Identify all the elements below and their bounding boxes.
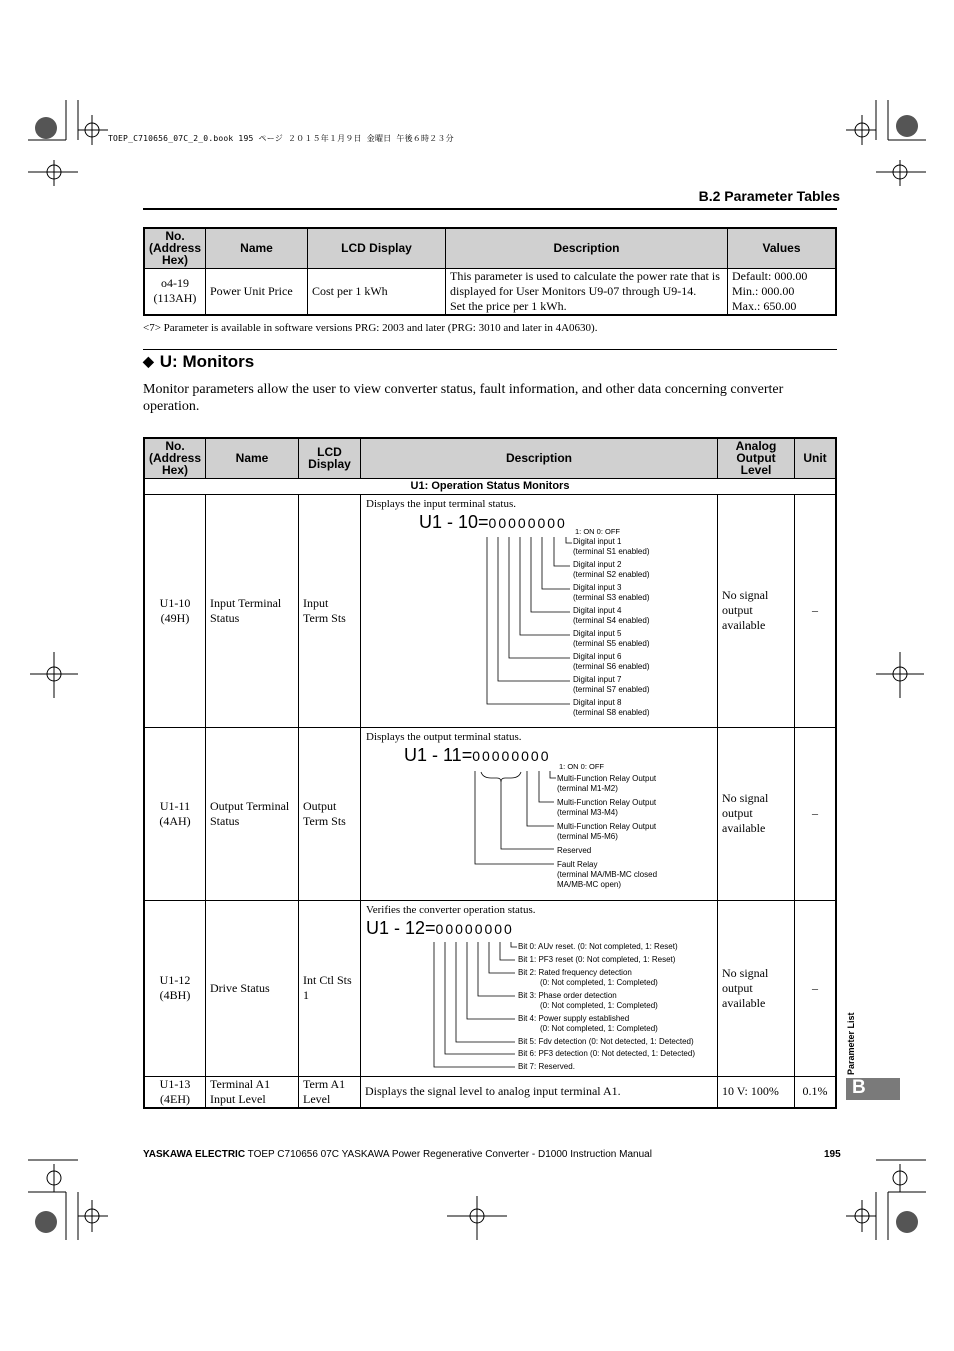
monitor-code: U1 - 10=00000000	[419, 511, 567, 532]
param-unit: –	[795, 727, 837, 900]
diamond-bullet-icon: ◆	[143, 353, 154, 369]
bit-label: Reserved	[557, 845, 592, 855]
monitors-heading: ◆ U: Monitors	[143, 352, 255, 371]
param-values: Default: 000.00 Min.: 000.00 Max.: 650.00	[728, 268, 837, 315]
param-analog: No signal output available	[718, 494, 795, 727]
param-description	[361, 900, 718, 1076]
param-no: U1-13 (4EH)	[144, 1076, 206, 1108]
param-description: Displays the signal level to analog input terminal A1.	[361, 1076, 718, 1108]
col-header-no: No. (Address Hex)	[144, 228, 206, 268]
col-header-lcd: LCD Display	[308, 228, 446, 268]
param-unit: 0.1%	[795, 1076, 837, 1108]
col-header-description: Description	[446, 228, 728, 268]
param-name: Input Terminal Status	[206, 494, 299, 727]
bit-label: Fault Relay (terminal MA/MB-MC closed MA/MB-MC open)	[557, 859, 658, 889]
bit-label: Digital input 1 (terminal S1 enabled)	[573, 536, 650, 556]
param-description	[361, 494, 718, 727]
intro-paragraph: Monitor parameters allow the user to view converter status, fault information, and other data concerning converter operation.	[143, 382, 784, 414]
param-name: Power Unit Price	[206, 268, 308, 315]
param-lcd: Cost per 1 kWh	[308, 268, 446, 315]
col-header-lcd: LCD Display	[299, 438, 361, 478]
bit-label: Digital input 6 (terminal S6 enabled)	[573, 651, 650, 671]
param-description: This parameter is used to calculate the power rate that is displayed for User Monitors U9-07 through U9-14. Set the price per 1 kWh.	[446, 268, 728, 315]
header-rule	[143, 208, 837, 210]
bit-map-diagram	[361, 495, 713, 728]
bit-label: Multi-Function Relay Output (terminal M3-M4)	[557, 797, 657, 817]
footnote: <7> Parameter is available in software versions PRG: 2003 and later (PRG: 3010 and later in 4A0630).	[143, 322, 598, 334]
subheader-u1: U1: Operation Status Monitors	[144, 478, 836, 494]
param-no: U1-12 (4BH)	[144, 900, 206, 1076]
table-row	[144, 1076, 836, 1108]
bit-label: Multi-Function Relay Output (terminal M1-M2)	[557, 773, 657, 793]
param-name: Terminal A1 Input Level	[206, 1076, 299, 1108]
col-header-name: Name	[206, 228, 308, 268]
section-rule	[143, 349, 837, 350]
param-unit: –	[795, 900, 837, 1076]
col-header-values: Values	[728, 228, 837, 268]
param-unit: –	[795, 494, 837, 727]
table-row	[144, 727, 836, 900]
param-no: U1-10 (49H)	[144, 494, 206, 727]
param-name: Output Terminal Status	[206, 727, 299, 900]
bit-label: Digital input 8 (terminal S8 enabled)	[573, 697, 650, 717]
desc-text: Verifies the converter operation status.	[366, 903, 536, 916]
section-title: B.2 Parameter Tables	[698, 188, 840, 204]
monitor-code: U1 - 11=00000000	[404, 744, 551, 765]
desc-text: Displays the input terminal status.	[366, 497, 517, 510]
bit-label: Bit 0: AUv reset. (0: Not completed, 1: Reset)	[518, 941, 678, 951]
param-analog: No signal output available	[718, 900, 795, 1076]
footer: YASKAWA ELECTRIC TOEP C710656 07C YASKAWA Power Regenerative Converter - D1000 Instruction Manual	[143, 1149, 652, 1160]
page-number: 195	[824, 1149, 841, 1160]
desc-text: Displays the output terminal status.	[366, 730, 522, 743]
monitor-code: U1 - 12=00000000	[366, 917, 514, 938]
on-off-legend: 1: ON 0: OFF	[559, 761, 605, 771]
side-label: Parameter List	[846, 1012, 856, 1075]
bit-label: Digital input 3 (terminal S3 enabled)	[573, 582, 650, 602]
param-lcd: Term A1 Level	[299, 1076, 361, 1108]
bit-label: Digital input 4 (terminal S4 enabled)	[573, 605, 650, 625]
bit-label: Digital input 5 (terminal S5 enabled)	[573, 628, 650, 648]
col-header-unit: Unit	[795, 438, 837, 478]
param-analog: 10 V: 100%	[718, 1076, 795, 1108]
param-no: U1-11 (4AH)	[144, 727, 206, 900]
col-header-description: Description	[361, 438, 718, 478]
table-row	[144, 494, 836, 727]
table-row	[144, 900, 836, 1076]
bit-label: Bit 6: PF3 detection (0: Not detected, 1: Detected)	[518, 1048, 695, 1058]
print-info: TOEP_C710656_07C_2_0.book 195 ページ ２０１５年１月９日 金曜日 午後６時２３分	[108, 134, 454, 143]
param-no: o4-19 (113AH)	[144, 268, 206, 315]
bit-label: Multi-Function Relay Output (terminal M5-M6)	[557, 821, 657, 841]
bit-label: Digital input 7 (terminal S7 enabled)	[573, 674, 650, 694]
table-row	[144, 268, 836, 315]
col-header-name: Name	[206, 438, 299, 478]
param-description	[361, 727, 718, 900]
chapter-tab: B	[846, 1078, 900, 1100]
bit-label: Bit 2: Rated frequency detection (0: Not completed, 1: Completed)	[518, 967, 658, 987]
on-off-legend: 1: ON 0: OFF	[575, 526, 621, 536]
bit-label: Bit 7: Reserved.	[518, 1061, 575, 1071]
col-header-analog: Analog Output Level	[718, 438, 795, 478]
col-header-no: No. (Address Hex)	[144, 438, 206, 478]
param-name: Drive Status	[206, 900, 299, 1076]
monitor-table-u1	[143, 437, 837, 1109]
bit-label: Bit 3: Phase order detection (0: Not completed, 1: Completed)	[518, 990, 658, 1010]
bit-label: Digital input 2 (terminal S2 enabled)	[573, 559, 650, 579]
param-lcd: Input Term Sts	[299, 494, 361, 727]
param-lcd: Int Ctl Sts 1	[299, 900, 361, 1076]
bit-label: Bit 5: Fdv detection (0: Not detected, 1: Detected)	[518, 1036, 694, 1046]
bit-label: Bit 1: PF3 reset (0: Not completed, 1: Reset)	[518, 954, 676, 964]
param-analog: No signal output available	[718, 727, 795, 900]
bit-map-diagram	[361, 728, 713, 901]
param-lcd: Output Term Sts	[299, 727, 361, 900]
bit-label: Bit 4: Power supply established (0: Not completed, 1: Completed)	[518, 1013, 658, 1033]
parameter-table-o4	[143, 227, 837, 316]
